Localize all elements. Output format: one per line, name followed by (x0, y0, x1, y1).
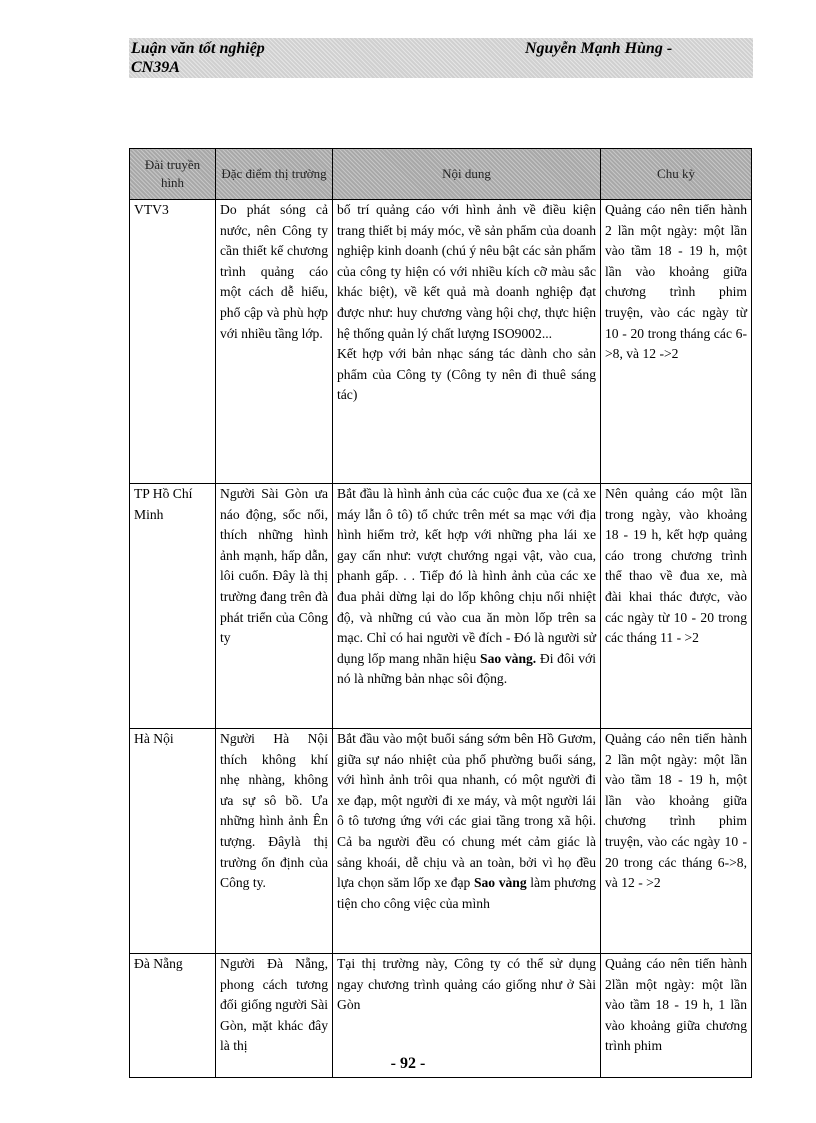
content-text: Bắt đầu vào một buổi sáng sớm bên Hồ Gươm, giữa sự náo nhiệt của phố phường buổi sáng, với hình ảnh trôi qua nhanh, có một người đi xe đạp, một người đi xe máy, và một người lái ô tô tương ứng với các giai tầng trong xã hội. Cả ba người đều có chung mét cảm giác là sảng khoái, dễ chịu và an toàn, bởi vì họ đều lựa chọn săm lốp xe đạp (337, 731, 596, 891)
cycle-cell: Quảng cáo nên tiến hành 2 lần một ngày: một lần vào tầm 18 - 19 h, một lần vào khoảng giữa chương trình phim truyện, vào các ngày từ 10 - 20 trong tháng các 6->8, và 12 ->2 (601, 200, 752, 484)
header-class-code: CN39A (131, 59, 180, 76)
station-cell: TP Hồ Chí Minh (130, 484, 216, 729)
content-text: làm phương tiện cho công việc của mình (337, 875, 596, 911)
content-cell (333, 200, 601, 484)
station-cell: Đà Nẵng (130, 954, 216, 1078)
cycle-cell: Quảng cáo nên tiến hành 2 lần một ngày: một lần vào tầm 18 - 19 h, một lần vào khoảng giữa chương trình phim truyện, vào các ngày 10 - 20 trong các tháng 6->8, và 12 - >2 (601, 729, 752, 954)
table-row (130, 729, 752, 954)
header-thesis-title: Luận văn tốt nghiệp (131, 40, 265, 57)
advertising-plan-table (129, 148, 752, 1078)
content-cell (333, 729, 601, 954)
brand-name: Sao vàng (473, 875, 527, 891)
market-cell: Người Hà Nội thích không khí nhẹ nhàng, không ưa sự sô bồ. Ưa những hình ảnh Ên tượng. Đâylà thị trường ổn định của Công ty. (216, 729, 333, 954)
content-text: Bắt đầu là hình ảnh của các cuộc đua xe (cả xe máy lẫn ô tô) tổ chức trên mét sa mạc với địa hình hiểm trở, kết hợp với những pha lái xe gay cấn như: vượt chướng ngại vật, vào cua, phanh gấp. . . Tiếp đó là hình ảnh của các xe đua phải dừng lại do lốp không chịu nổi nhiệt độ, và những cú vào cua ăn mòn lốp trên sa mạc. Chỉ có hai người về đích - Đó là người sử dụng lốp mang nhãn hiệu (337, 486, 596, 666)
column-header-market: Đặc điểm thị trường (216, 149, 333, 200)
column-header-cycle: Chu kỳ (601, 149, 752, 200)
page-number: - 92 - (390, 1055, 426, 1072)
station-cell: VTV3 (130, 200, 216, 484)
content-paragraph: bố trí quảng cáo với hình ảnh về điều kiện trang thiết bị máy móc, về sản phẩm của doanh nghiệp kinh doanh (chú ý nêu bật các sản phẩm của công ty hiện có với nhiều kích cỡ màu sắc khác biệt), về kết quả mà doanh nghiệp đạt được như: huy chương vàng hội chợ, thực hiện hệ thống quản lý chất lượng ISO9002... (337, 202, 596, 341)
cycle-cell: Quảng cáo nên tiến hành 2lần một ngày: một lần vào tầm 18 - 19 h, 1 lần vào khoảng giữa chương trình phim (601, 954, 752, 1078)
header-author: Nguyễn Mạnh Hùng - (525, 40, 673, 57)
table-header-row (130, 149, 752, 200)
content-cell (333, 484, 601, 729)
market-cell: Người Đà Nẵng, phong cách tương đối giống người Sài Gòn, mặt khác đây là thị (216, 954, 333, 1078)
table-row (130, 200, 752, 484)
content-cell: Tại thị trường này, Công ty có thể sử dụng ngay chương trình quảng cáo giống như ở Sài Gòn (333, 954, 601, 1078)
market-cell: Người Sài Gòn ưa náo động, sốc nổi, thích những hình ảnh mạnh, hấp dẫn, lôi cuốn. Đây là thị trường đang trên đà phát triển của Công ty (216, 484, 333, 729)
column-header-content: Nội dung (333, 149, 601, 200)
station-cell: Hà Nội (130, 729, 216, 954)
content-text: Đi đôi với nó là những bản nhạc sôi động. (337, 650, 596, 687)
cycle-cell: Nên quảng cáo một lần trong ngày, vào khoảng 18 - 19 h, kết hợp quảng cáo trong chương trình thể thao về đua xe, mà đài khai thác được, vào các ngày từ 10 - 20 trong các tháng 11 - >2 (601, 484, 752, 729)
content-paragraph: Kết hợp với bản nhạc sáng tác dành cho sản phẩm của Công ty (Công ty nên đi thuê sáng tác) (337, 346, 596, 403)
column-header-station: Đài truyền hình (130, 149, 216, 200)
table-row (130, 484, 752, 729)
running-header (129, 38, 753, 78)
market-cell: Do phát sóng cả nước, nên Công ty cần thiết kế chương trình quảng cáo một cách dễ hiểu, phổ cập và phù hợp với nhiều tầng lớp. (216, 200, 333, 484)
brand-name: Sao vàng. (480, 650, 537, 666)
